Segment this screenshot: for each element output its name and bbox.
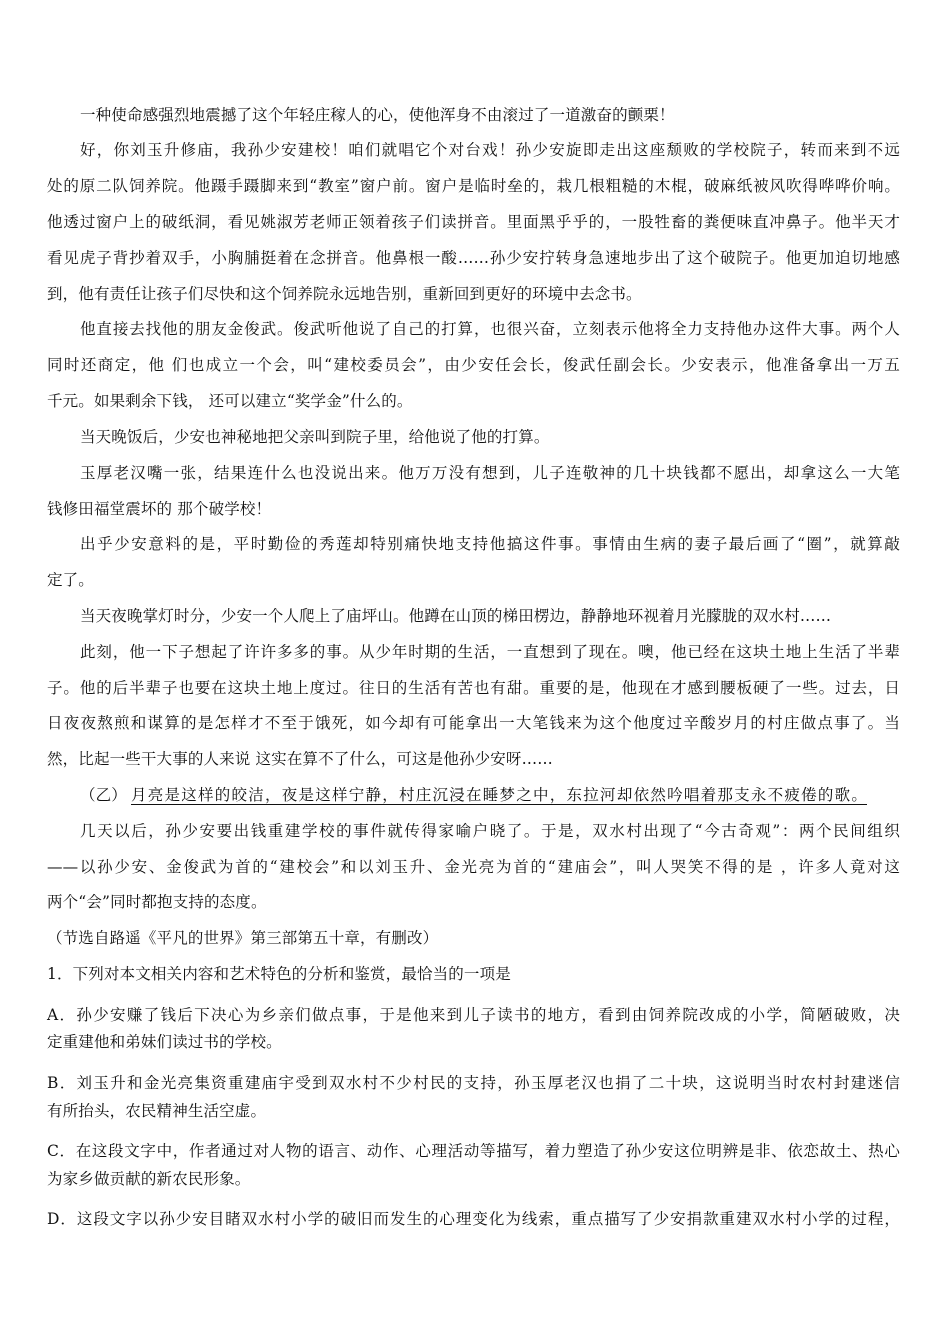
story-line: 到，他有责任让孩子们尽快和这个饲养院永远地告别，重新回到更好的环境中去念书。 xyxy=(47,285,642,303)
option-c: C．在这段文字中，作者通过对人物的语言、动作、心理活动等描写，着力塑造了孙少安这位明辨是非、依恋故土、热心 xyxy=(47,1142,900,1160)
question-stem: 1．下列对本文相关内容和艺术特色的分析和鉴赏，最恰当的一项是 xyxy=(47,965,511,983)
underlined-sentence: 月亮是这样的皎洁，夜是这样宁静，村庄沉浸在睡梦之中，东拉河却依然吟唱着那支永不疲倦的歌。 xyxy=(131,786,867,804)
story-line: 当天夜晚掌灯时分，少安一个人爬上了庙坪山。他蹲在山顶的梯田楞边，静静地环视着月光朦胧的双水村…… xyxy=(80,607,832,625)
option-c-cont: 为家乡做贡献的新农民形象。 xyxy=(47,1170,251,1188)
story-line: 千元。如果剩余下钱， 还可以建立“奖学金”什么的。 xyxy=(47,392,413,410)
story-line: 他直接去找他的朋友金俊武。俊武听他说了自己的打算，也很兴奋，立刻表示他将全力支持他办这件大事。两个人 xyxy=(80,320,900,338)
story-line: 他透过窗户上的破纸洞，看见姚淑芳老师正领着孩子们读拼音。里面黑乎乎的，一股牲畜的粪便味直冲鼻子。他半天才 xyxy=(47,213,900,231)
story-line: 出乎少安意料的是，平时勤俭的秀莲却特别痛快地支持他搞这件事。事情由生病的妻子最后画了“圈”，就算敲 xyxy=(80,535,900,553)
story-line: 然，比起一些干大事的人来说 这实在算不了什么，可这是他孙少安呀…… xyxy=(47,750,553,768)
marker-yi: （乙） xyxy=(80,786,127,804)
story-line: 几天以后，孙少安要出钱重建学校的事件就传得家喻户晓了。于是，双水村出现了“今古奇观”：两个民间组织 xyxy=(80,822,900,840)
story-line: 当天晚饭后，少安也神秘地把父亲叫到院子里，给他说了他的打算。 xyxy=(80,428,550,446)
story-line: 子。他的后半辈子也要在这块土地上度过。往日的生活有苦也有甜。重要的是，他现在才感到腰板硬了一些。过去，日 xyxy=(47,679,900,697)
story-line: 此刻，他一下子想起了许许多多的事。从少年时期的生活，一直想到了现在。噢，他已经在这块土地上生活了半辈 xyxy=(80,643,900,661)
story-line: ——以孙少安、金俊武为首的“建校会”和以刘玉升、金光亮为首的“建庙会”，叫人哭笑不得的是 ，许多人竟对这 xyxy=(47,858,900,876)
option-d: D．这段文字以孙少安目睹双水村小学的破旧而发生的心理变化为线索，重点描写了少安捐款重建双水村小学的过程， xyxy=(47,1210,900,1228)
option-b: B．刘玉升和金光亮集资重建庙宇受到双水村不少村民的支持，孙玉厚老汉也捐了二十块，这说明当时农村封建迷信 xyxy=(47,1074,900,1092)
story-line: 钱修田福堂震坏的 那个破学校！ xyxy=(47,500,272,518)
story-line: 好，你刘玉升修庙，我孙少安建校！咱们就唱它个对台戏！孙少安旋即走出这座颓败的学校院子，转而来到不远 xyxy=(80,141,900,159)
story-line: 定了。 xyxy=(47,571,94,589)
story-line: 处的原二队饲养院。他蹑手蹑脚来到“教室”窗户前。窗户是临时垒的，栽几根粗糙的木棍，破麻纸被风吹得哗哗价响。 xyxy=(47,177,900,195)
option-a-cont: 定重建他和弟妹们读过书的学校。 xyxy=(47,1033,282,1051)
story-line: 两个“会”同时都抱支持的态度。 xyxy=(47,893,267,911)
story-line: 日夜夜熬煎和谋算的是怎样才不至于饿死，如今却有可能拿出一大笔钱来为这个他度过辛酸岁月的村庄做点事了。当 xyxy=(47,714,900,732)
option-a: A．孙少安赚了钱后下决心为乡亲们做点事，于是他来到儿子读书的地方，看到由饲养院改成的小学，简陋破败，决 xyxy=(47,1006,900,1024)
story-line: 看见虎子背抄着双手，小胸脯挺着在念拼音。他鼻根一酸……孙少安拧转身急速地步出了这个破院子。他更加迫切地感 xyxy=(47,249,900,267)
story-line: 一种使命感强烈地震撼了这个年轻庄稼人的心，使他浑身不由滚过了一道激奋的颤栗！ xyxy=(80,106,675,124)
story-line: 玉厚老汉嘴一张，结果连什么也没说出来。他万万没有想到，儿子连敬神的几十块钱都不愿出，却拿这么一大笔 xyxy=(80,464,900,482)
source-note: （节选自路遥《平凡的世界》第三部第五十章，有删改） xyxy=(47,929,439,947)
option-b-cont: 有所抬头，农民精神生活空虚。 xyxy=(47,1102,267,1120)
story-line: 同时还商定，他 们也成立一个会，叫“建校委员会”，由少安任会长，俊武任副会长。少安表示，他准备拿出一万五 xyxy=(47,356,900,374)
